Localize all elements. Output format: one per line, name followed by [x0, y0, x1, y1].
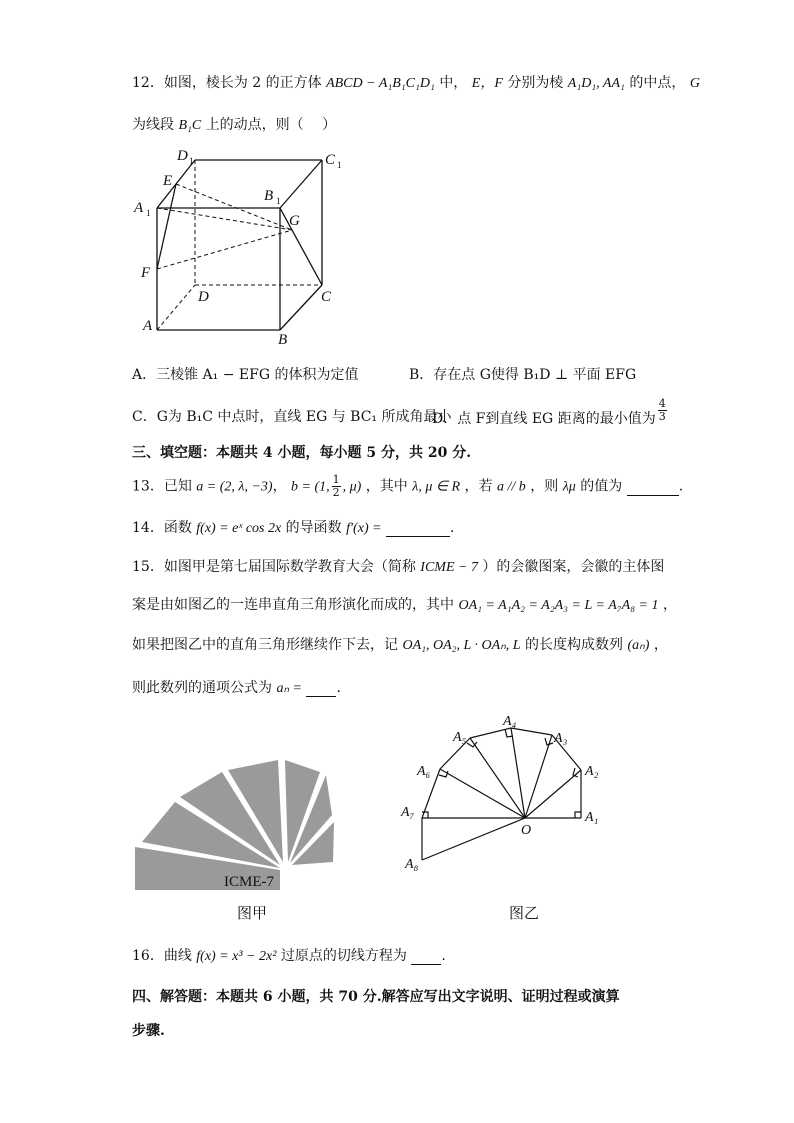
q12-line2: 为线段 B₁C 上的动点，则（ ）	[132, 117, 337, 133]
label-A2: A₂	[585, 764, 599, 779]
q13: 13．已知 a = (2, λ, −3)， b = (1, $\frac{1}{2}$ , μ) ，其中 λ, μ ∈ R ，若 a // b ，则 λμ 的值为 .	[132, 473, 684, 499]
option-b[interactable]: B．存在点 G使得 B₁D ⊥ 平面 EFG	[409, 367, 637, 383]
answer-blank[interactable]	[627, 479, 679, 496]
label-D1: D	[177, 148, 188, 164]
option-c[interactable]: C．G为 B₁C 中点时，直线 EG 与 BC₁ 所成角最小	[132, 409, 452, 425]
label-A4: A₄	[503, 714, 517, 729]
fig-yi-label: 图乙	[509, 904, 540, 922]
label-B1: B	[264, 188, 274, 204]
icme-logo-figure	[130, 750, 345, 925]
label-O: O	[521, 823, 532, 838]
label-A1: A₁	[585, 810, 599, 825]
label-C1: C	[325, 152, 336, 168]
q15-line3: 如果把图乙中的直角三角形继续作下去，记 OA₁, OA₂, L · OAₙ, L 的长度构成数列 (aₙ) ，	[132, 637, 668, 653]
section-3-heading: 三、填空题：本题共 4 小题，每小题 5 分，共 20 分.	[132, 445, 472, 461]
label-A8: A₈	[405, 857, 419, 872]
label-A3: A₃	[554, 731, 568, 746]
icme-caption: ICME-7	[224, 874, 274, 890]
fig-jia-label: 图甲	[237, 904, 268, 922]
q15-line4: 则此数列的通项公式为 aₙ = .	[132, 680, 341, 696]
answer-blank[interactable]	[411, 948, 441, 965]
q16: 16．曲线 f(x) = x³ − 2x² 过原点的切线方程为 .	[132, 948, 446, 964]
q15-line2: 案是由如图乙的一连串直角三角形演化而成的，其中 OA₁ = A₁A₂ = A₂A₃ = L = A₇A₈ = 1 ，	[132, 597, 677, 613]
answer-blank[interactable]	[386, 520, 450, 537]
option-d[interactable]: D．点 F到直线 EG 距离的最小值为 $\frac{4}{3}$	[432, 397, 666, 427]
section-4-heading-cont: 步骤.	[132, 1023, 165, 1039]
label-G: G	[289, 213, 300, 229]
section-4-heading: 四、解答题：本题共 6 小题，共 70 分.解答应写出文字说明、证明过程或演算	[132, 989, 620, 1005]
label-C: C	[321, 289, 332, 305]
cube-figure	[130, 142, 360, 352]
label-A7: A₇	[401, 805, 415, 820]
svg-text:1: 1	[146, 208, 151, 218]
svg-text:1: 1	[189, 156, 194, 166]
q14: 14．函数 f(x) = eˣ cos 2x 的导函数 f′(x) = .	[132, 520, 455, 536]
label-A1: A	[134, 200, 144, 216]
label-B: B	[278, 332, 288, 348]
label-D: D	[198, 289, 209, 305]
label-A6: A₆	[417, 764, 431, 779]
answer-blank[interactable]	[306, 680, 336, 697]
option-a[interactable]: A．三棱锥 A₁ − EFG 的体积为定值	[132, 367, 359, 383]
q12-line1: 12．如图，棱长为 2 的正方体 ABCD − A₁B₁C₁D₁ 中， E，F 分别为棱 A₁D₁, AA₁ 的中点， G	[132, 75, 700, 91]
q15-line1: 15．如图甲是第七届国际数学教育大会（简称 ICME − 7 ）的会徽图案，会徽的主体图	[132, 559, 665, 575]
label-F: F	[141, 265, 151, 281]
label-A: A	[143, 318, 153, 334]
label-A5: A₅	[453, 730, 467, 745]
svg-text:1: 1	[337, 160, 342, 170]
svg-text:1: 1	[276, 196, 281, 206]
spiral-figure	[395, 705, 625, 925]
cube-name: ABCD − A₁B₁C₁D₁	[326, 76, 435, 91]
label-E: E	[163, 173, 173, 189]
